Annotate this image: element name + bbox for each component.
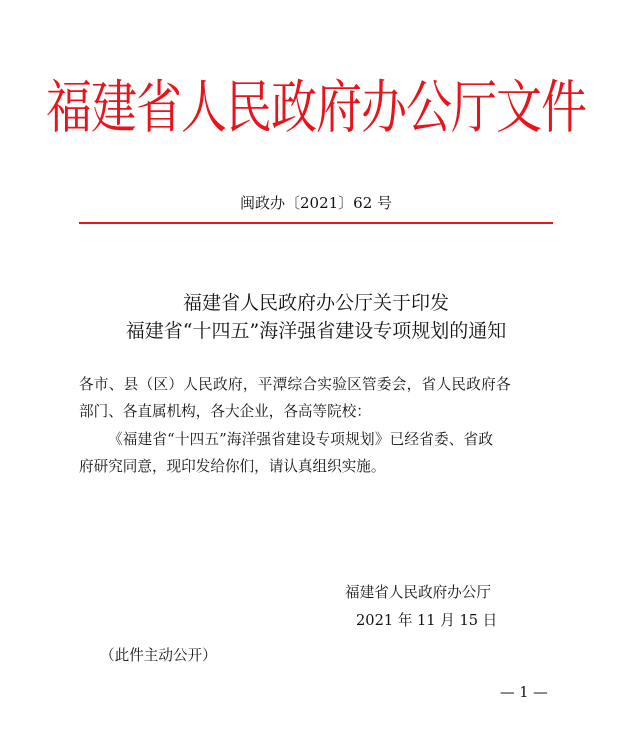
issuer-masthead: 福建省人民政府办公厅文件 (46, 73, 586, 141)
notice-title-line-1: 福建省人民政府办公厅关于印发 (182, 292, 449, 314)
notice-title-line-2: 福建省“十四五”海洋强省建设专项规划的通知 (125, 320, 507, 342)
signer: 福建省人民政府办公厅 (345, 584, 491, 601)
recipients-line-1: 各市、县（区）人民政府，平潭综合实验区管委会，省人民政府各 (79, 376, 511, 393)
document-number: 闽政办〔2021〕62 号 (239, 194, 393, 212)
page-number: — 1 — (500, 684, 548, 701)
body-paragraph-line-2: 府研究同意，现印发给你们，请认真组织实施。 (79, 458, 386, 475)
issue-date: 2021 年 11 月 15 日 (356, 612, 498, 629)
disclosure-note: （此件主动公开） (100, 647, 217, 664)
red-separator-line (79, 222, 553, 224)
body-paragraph-line-1: 《福建省“十四五”海洋强省建设专项规划》已经省委、省政 (108, 431, 494, 448)
recipients-line-2: 部门、各直属机构，各大企业，各高等院校： (79, 403, 371, 420)
